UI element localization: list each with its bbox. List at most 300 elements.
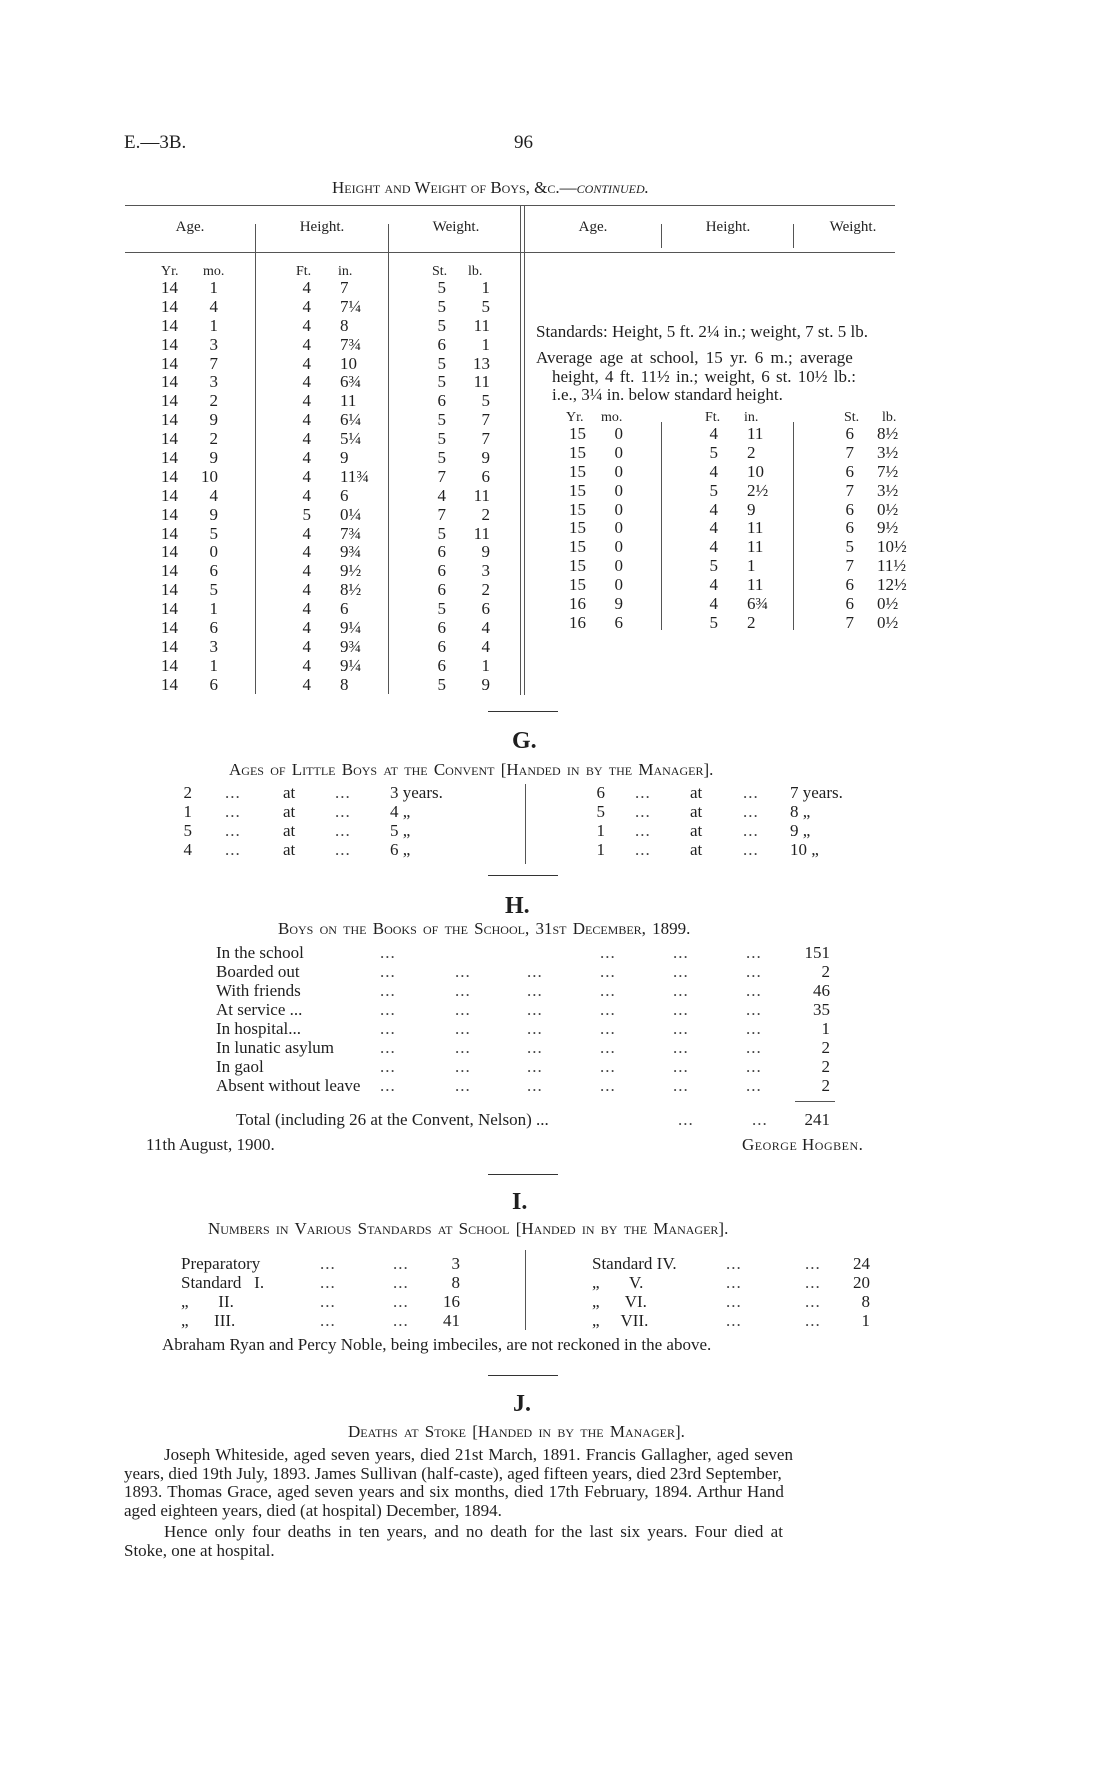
left-row-3-pounds: 11	[473, 315, 490, 335]
g-left-dots-a-2: ...	[225, 802, 241, 821]
left-row-6-months: 3	[209, 372, 218, 392]
left-row-22-pounds: 9	[481, 674, 490, 694]
g-right-count-4: 1	[596, 840, 605, 859]
left-row-6-pounds: 11	[473, 372, 490, 392]
left-row-13-stone: 7	[437, 504, 446, 524]
left-row-15-years: 14	[161, 542, 178, 562]
right-row-1-months: 0	[614, 424, 623, 443]
signature-name: George Hogben.	[742, 1135, 864, 1154]
total-dots: ...	[678, 1110, 694, 1129]
left-row-9-months: 2	[209, 429, 218, 449]
h-item-dots-3-6: ...	[746, 981, 762, 1000]
unit-st-left: St.	[432, 264, 448, 279]
h-item-label-6: In lunatic asylum	[216, 1038, 335, 1057]
left-row-4-stone: 6	[437, 334, 446, 354]
right-row-1-inches: 11	[747, 424, 764, 443]
right-divider-b	[793, 422, 794, 630]
g-left-at-2: at	[283, 802, 296, 821]
left-row-7-pounds: 5	[481, 391, 490, 411]
h-item-dots-8-3: ...	[527, 1076, 543, 1095]
right-row-9-feet: 4	[709, 575, 718, 595]
h-item-value-2: 2	[821, 962, 830, 981]
h-item-dots-1-1: ...	[380, 943, 396, 962]
i-left-dots-b-2: ...	[393, 1273, 409, 1292]
section-g-letter: G.	[512, 728, 537, 754]
left-row-12-years: 14	[161, 485, 178, 505]
left-row-5-years: 14	[161, 353, 178, 373]
left-row-20-stone: 6	[437, 636, 446, 656]
h-item-dots-2-4: ...	[600, 962, 616, 981]
right-row-8-inches: 1	[747, 556, 756, 576]
right-row-5-pounds: 0½	[877, 499, 899, 519]
right-row-8-feet: 5	[709, 556, 718, 576]
i-right-label-4: „ VII.	[592, 1311, 649, 1330]
left-row-7-stone: 6	[437, 391, 446, 411]
table-divider-middle-a	[520, 205, 521, 695]
left-row-7-inches: 11	[340, 391, 357, 411]
i-left-value-3: 16	[443, 1292, 460, 1311]
table-divider-2	[388, 224, 389, 694]
table-title-continued: continued.	[576, 178, 649, 197]
right-row-10-years: 16	[569, 594, 586, 614]
right-row-6-stone: 6	[845, 518, 854, 538]
left-row-13-feet: 5	[302, 504, 311, 524]
left-row-8-inches: 6¼	[340, 410, 362, 430]
table-divider-4	[661, 224, 662, 248]
i-right-dots-b-3: ...	[805, 1292, 821, 1311]
g-left-count-1: 2	[183, 783, 192, 802]
h-item-dots-1-5: ...	[673, 943, 689, 962]
h-item-dots-8-4: ...	[600, 1076, 616, 1095]
section-i-divider	[525, 1250, 526, 1330]
i-left-dots-a-1: ...	[320, 1254, 336, 1273]
right-row-11-stone: 7	[845, 612, 854, 632]
left-row-1-months: 1	[209, 278, 218, 297]
right-row-4-years: 15	[569, 480, 586, 500]
h-item-dots-5-3: ...	[527, 1019, 543, 1038]
h-item-dots-8-1: ...	[380, 1076, 396, 1095]
left-row-20-pounds: 4	[481, 636, 490, 656]
left-row-16-years: 14	[161, 561, 178, 581]
right-row-11-years: 16	[569, 612, 586, 632]
left-row-3-stone: 5	[437, 315, 446, 335]
left-row-19-feet: 4	[302, 618, 311, 638]
h-item-dots-5-4: ...	[600, 1019, 616, 1038]
left-row-21-stone: 6	[437, 655, 446, 675]
table-top-rule	[125, 205, 895, 206]
left-row-21-inches: 9¼	[340, 655, 362, 675]
h-item-dots-3-2: ...	[455, 981, 471, 1000]
right-row-1-feet: 4	[709, 424, 718, 443]
g-right-at-1: at	[690, 783, 703, 802]
right-row-3-stone: 6	[845, 461, 854, 481]
deaths-paragraph-1	[124, 1446, 924, 1520]
h-item-dots-8-6: ...	[746, 1076, 762, 1095]
right-row-4-feet: 5	[709, 480, 718, 500]
right-row-10-months: 9	[614, 594, 623, 614]
section-j-letter: J.	[513, 1391, 531, 1417]
h-item-dots-2-1: ...	[380, 962, 396, 981]
section-i-note: Abraham Ryan and Percy Noble, being imbeciles, are not reckoned in the above.	[162, 1335, 712, 1354]
left-row-9-stone: 5	[437, 429, 446, 449]
table-divider-5	[793, 224, 794, 248]
right-row-1-stone: 6	[845, 424, 854, 443]
h-item-value-7: 2	[821, 1057, 830, 1076]
left-row-12-pounds: 11	[473, 485, 490, 505]
right-row-8-years: 15	[569, 556, 586, 576]
g-right-dots-b-3: ...	[743, 821, 759, 840]
left-row-16-stone: 6	[437, 561, 446, 581]
left-row-3-years: 14	[161, 315, 178, 335]
right-row-3-pounds: 7½	[877, 461, 899, 481]
h-item-value-6: 2	[821, 1038, 830, 1057]
left-row-2-months: 4	[209, 296, 218, 316]
unit-yr-left: Yr.	[161, 264, 179, 279]
i-left-dots-a-4: ...	[320, 1311, 336, 1330]
left-row-15-pounds: 9	[481, 542, 490, 562]
left-row-2-inches: 7¼	[340, 296, 362, 316]
left-row-13-years: 14	[161, 504, 178, 524]
h-item-dots-6-6: ...	[746, 1038, 762, 1057]
left-row-6-years: 14	[161, 372, 178, 392]
total-rule	[795, 1101, 835, 1102]
left-row-1-pounds: 1	[481, 278, 490, 297]
header-weight-right: Weight.	[829, 219, 877, 235]
section-g-title: Ages of Little Boys at the Convent [Handed in by the Manager].	[229, 760, 714, 779]
h-item-dots-8-5: ...	[673, 1076, 689, 1095]
page-reference: E.—3B.	[124, 132, 187, 153]
unit-yr-right: Yr.	[566, 410, 584, 425]
para1-line-1: Joseph Whiteside, aged seven years, died 21st March, 1891. Francis Gallagher, aged seven	[164, 1445, 793, 1464]
left-row-11-months: 10	[201, 466, 218, 486]
right-row-10-pounds: 0½	[877, 594, 899, 614]
table-title	[332, 178, 649, 198]
left-row-2-pounds: 5	[481, 296, 490, 316]
h-item-label-3: With friends	[216, 981, 301, 1000]
right-row-7-months: 0	[614, 537, 623, 557]
left-row-12-months: 4	[209, 485, 218, 505]
h-item-value-3: 46	[813, 981, 830, 1000]
h-item-dots-5-6: ...	[746, 1019, 762, 1038]
left-row-3-inches: 8	[340, 315, 349, 335]
right-col-inches	[747, 425, 781, 633]
left-row-13-months: 9	[209, 504, 218, 524]
right-row-11-inches: 2	[747, 612, 756, 632]
total-row	[236, 1110, 768, 1129]
h-item-value-5: 1	[821, 1019, 830, 1038]
section-h-letter: H.	[505, 893, 530, 919]
left-row-11-pounds: 6	[481, 466, 490, 486]
right-row-3-months: 0	[614, 461, 623, 481]
h-item-dots-2-5: ...	[673, 962, 689, 981]
g-right-count-2: 5	[596, 802, 605, 821]
g-left-age-2: 4 „	[390, 802, 411, 821]
i-left-dots-b-4: ...	[393, 1311, 409, 1330]
left-row-5-feet: 4	[302, 353, 311, 373]
left-row-10-years: 14	[161, 448, 178, 468]
left-row-9-feet: 4	[302, 429, 311, 449]
right-row-5-feet: 4	[709, 499, 718, 519]
g-left-age-4: 6 „	[390, 840, 411, 859]
right-col-feet	[704, 425, 718, 633]
left-row-1-feet: 4	[302, 278, 311, 297]
right-row-5-years: 15	[569, 499, 586, 519]
g-left-dots-b-4: ...	[335, 840, 351, 859]
left-row-22-feet: 4	[302, 674, 311, 694]
right-row-2-years: 15	[569, 442, 586, 462]
left-row-19-months: 6	[209, 618, 218, 638]
left-row-11-feet: 4	[302, 466, 311, 486]
left-row-12-stone: 4	[437, 485, 446, 505]
h-item-value-1: 151	[804, 943, 830, 962]
i-right-value-2: 20	[853, 1273, 870, 1292]
right-row-3-inches: 10	[747, 461, 764, 481]
g-left-count-3: 5	[183, 821, 192, 840]
h-item-dots-7-6: ...	[746, 1057, 762, 1076]
average-line-3: i.e., 3¼ in. below standard height.	[552, 385, 783, 404]
right-row-2-feet: 5	[709, 442, 718, 462]
left-row-14-pounds: 11	[473, 523, 490, 543]
g-right-at-2: at	[690, 802, 703, 821]
left-row-15-stone: 6	[437, 542, 446, 562]
left-row-10-months: 9	[209, 448, 218, 468]
left-row-10-stone: 5	[437, 448, 446, 468]
left-row-14-years: 14	[161, 523, 178, 543]
g-right-age-1: 7 years.	[790, 783, 843, 802]
g-right-dots-a-2: ...	[635, 802, 651, 821]
i-left-dots-b-3: ...	[393, 1292, 409, 1311]
right-row-6-months: 0	[614, 518, 623, 538]
left-row-5-pounds: 13	[473, 353, 490, 373]
g-right-dots-a-4: ...	[635, 840, 651, 859]
i-left-value-2: 8	[451, 1273, 460, 1292]
section-g-divider	[525, 784, 526, 864]
h-item-dots-2-3: ...	[527, 962, 543, 981]
left-row-8-feet: 4	[302, 410, 311, 430]
separator-h	[488, 875, 558, 876]
h-item-dots-4-1: ...	[380, 1000, 396, 1019]
i-right-dots-a-2: ...	[726, 1273, 742, 1292]
right-row-9-inches: 11	[747, 575, 764, 595]
h-item-dots-6-3: ...	[527, 1038, 543, 1057]
left-row-8-months: 9	[209, 410, 218, 430]
right-row-8-pounds: 11½	[877, 556, 907, 576]
h-item-dots-4-3: ...	[527, 1000, 543, 1019]
left-row-1-stone: 5	[437, 278, 446, 297]
right-row-4-months: 0	[614, 480, 623, 500]
left-row-5-inches: 10	[340, 353, 357, 373]
left-row-9-pounds: 7	[481, 429, 490, 449]
h-item-dots-8-2: ...	[455, 1076, 471, 1095]
i-right-value-3: 8	[861, 1292, 870, 1311]
i-right-dots-a-1: ...	[726, 1254, 742, 1273]
right-row-11-months: 6	[614, 612, 623, 632]
left-col-pounds	[466, 279, 490, 695]
left-row-9-inches: 5¼	[340, 429, 362, 449]
right-row-9-pounds: 12½	[877, 575, 907, 595]
left-row-2-stone: 5	[437, 296, 446, 316]
header-age-left: Age.	[175, 219, 205, 235]
g-left-count-2: 1	[183, 802, 192, 821]
h-item-dots-3-1: ...	[380, 981, 396, 1000]
left-row-15-feet: 4	[302, 542, 311, 562]
left-row-14-months: 5	[209, 523, 218, 543]
left-row-4-pounds: 1	[481, 334, 490, 354]
left-col-months	[190, 279, 218, 695]
left-row-15-months: 0	[209, 542, 218, 562]
left-row-10-feet: 4	[302, 448, 311, 468]
left-row-9-years: 14	[161, 429, 178, 449]
right-row-7-feet: 4	[709, 537, 718, 557]
right-divider-a	[661, 422, 662, 630]
h-item-dots-6-2: ...	[455, 1038, 471, 1057]
left-row-17-inches: 8½	[340, 580, 362, 600]
left-row-16-months: 6	[209, 561, 218, 581]
unit-in-left: in.	[338, 264, 353, 279]
h-item-label-2: Boarded out	[216, 962, 300, 981]
h-item-dots-5-5: ...	[673, 1019, 689, 1038]
h-item-dots-1-4: ...	[600, 943, 616, 962]
right-row-8-stone: 7	[845, 556, 854, 576]
h-item-dots-6-5: ...	[673, 1038, 689, 1057]
left-row-7-months: 2	[209, 391, 218, 411]
unit-ft-right: Ft.	[705, 410, 721, 425]
left-row-16-feet: 4	[302, 561, 311, 581]
section-j-title: Deaths at Stoke [Handed in by the Manager].	[348, 1422, 685, 1441]
g-right-count-1: 6	[596, 783, 605, 802]
left-row-18-stone: 5	[437, 599, 446, 619]
h-item-label-8: Absent without leave	[216, 1076, 361, 1095]
h-item-dots-3-5: ...	[673, 981, 689, 1000]
left-row-12-inches: 6	[340, 485, 349, 505]
h-item-dots-1-6: ...	[746, 943, 762, 962]
i-left-dots-a-2: ...	[320, 1273, 336, 1292]
left-row-17-feet: 4	[302, 580, 311, 600]
left-row-21-pounds: 1	[481, 655, 490, 675]
left-row-20-years: 14	[161, 636, 178, 656]
g-left-at-3: at	[283, 821, 296, 840]
left-col-inches	[340, 279, 374, 695]
g-right-at-4: at	[690, 840, 703, 859]
left-row-17-stone: 6	[437, 580, 446, 600]
header-height-right: Height.	[705, 219, 751, 235]
left-col-years	[150, 279, 178, 695]
h-item-dots-5-1: ...	[380, 1019, 396, 1038]
h-item-label-4: At service ...	[216, 1000, 303, 1019]
right-row-7-years: 15	[569, 537, 586, 557]
left-row-6-stone: 5	[437, 372, 446, 392]
left-col-stone	[428, 279, 446, 695]
left-row-16-inches: 9½	[340, 561, 362, 581]
g-right-dots-b-1: ...	[743, 783, 759, 802]
left-row-20-months: 3	[209, 636, 218, 656]
right-row-6-pounds: 9½	[877, 518, 899, 538]
i-right-dots-b-4: ...	[805, 1311, 821, 1330]
unit-mo-left: mo.	[203, 264, 225, 279]
right-row-9-stone: 6	[845, 575, 854, 595]
g-right-dots-b-4: ...	[743, 840, 759, 859]
h-item-dots-6-1: ...	[380, 1038, 396, 1057]
i-left-value-4: 41	[443, 1311, 460, 1330]
left-row-17-months: 5	[209, 580, 218, 600]
total-dots-2: ...	[752, 1110, 768, 1129]
left-row-22-months: 6	[209, 674, 218, 694]
deaths-paragraph-2	[124, 1523, 924, 1560]
para1-line-3: 1893. Thomas Grace, aged seven years and six months, died 17th February, 1894. Arthur Hand	[124, 1482, 784, 1502]
left-row-19-inches: 9¼	[340, 618, 362, 638]
left-row-18-feet: 4	[302, 599, 311, 619]
right-row-7-stone: 5	[845, 537, 854, 557]
right-row-2-pounds: 3½	[877, 442, 899, 462]
left-row-7-feet: 4	[302, 391, 311, 411]
g-left-at-4: at	[283, 840, 296, 859]
section-h-title: Boys on the Books of the School, 31st December, 1899.	[278, 919, 691, 938]
right-row-2-stone: 7	[845, 442, 854, 462]
header-age-right: Age.	[578, 219, 608, 235]
right-row-5-stone: 6	[845, 499, 854, 519]
table-divider-middle-b	[524, 205, 525, 695]
left-row-19-years: 14	[161, 618, 178, 638]
right-col-years	[560, 425, 586, 633]
h-item-label-5: In hospital...	[216, 1019, 301, 1038]
left-row-7-years: 14	[161, 391, 178, 411]
separator-j	[488, 1375, 558, 1376]
h-item-dots-4-2: ...	[455, 1000, 471, 1019]
left-row-10-inches: 9	[340, 448, 349, 468]
left-row-10-pounds: 9	[481, 448, 490, 468]
i-right-value-1: 24	[853, 1254, 870, 1273]
h-item-dots-7-3: ...	[527, 1057, 543, 1076]
right-row-2-inches: 2	[747, 442, 756, 462]
h-item-value-4: 35	[813, 1000, 830, 1019]
g-left-count-4: 4	[183, 840, 192, 859]
right-row-1-years: 15	[569, 424, 586, 443]
left-row-20-inches: 9¾	[340, 636, 362, 656]
left-row-18-pounds: 6	[481, 599, 490, 619]
i-right-label-1: Standard IV.	[592, 1254, 677, 1273]
left-row-5-months: 7	[209, 353, 218, 373]
left-row-4-inches: 7¾	[340, 334, 362, 354]
right-row-8-months: 0	[614, 556, 623, 576]
h-item-label-1: In the school	[216, 943, 304, 962]
left-row-18-years: 14	[161, 599, 178, 619]
i-left-label-2: Standard I.	[181, 1273, 265, 1292]
right-row-4-pounds: 3½	[877, 480, 899, 500]
h-item-dots-7-5: ...	[673, 1057, 689, 1076]
i-left-value-1: 3	[451, 1254, 460, 1273]
left-row-21-months: 1	[209, 655, 218, 675]
h-item-dots-4-4: ...	[600, 1000, 616, 1019]
header-height-left: Height.	[299, 219, 345, 235]
standards-line: Standards: Height, 5 ft. 2¼ in.; weight, 7 st. 5 lb.	[536, 322, 868, 341]
table-divider-1	[255, 224, 256, 694]
average-line-1: Average age at school, 15 yr. 6 m.; average	[536, 348, 853, 367]
i-left-label-1: Preparatory	[181, 1254, 261, 1273]
left-row-13-pounds: 2	[481, 504, 490, 524]
right-row-6-years: 15	[569, 518, 586, 538]
left-row-1-years: 14	[161, 278, 178, 297]
left-row-22-years: 14	[161, 674, 178, 694]
left-row-22-stone: 5	[437, 674, 446, 694]
left-col-feet	[295, 279, 311, 695]
left-row-11-years: 14	[161, 466, 178, 486]
h-item-label-7: In gaol	[216, 1057, 264, 1076]
g-left-at-1: at	[283, 783, 296, 802]
right-row-11-pounds: 0½	[877, 612, 899, 632]
h-item-dots-3-4: ...	[600, 981, 616, 1000]
g-right-dots-a-1: ...	[635, 783, 651, 802]
total-value: 241	[804, 1110, 830, 1129]
